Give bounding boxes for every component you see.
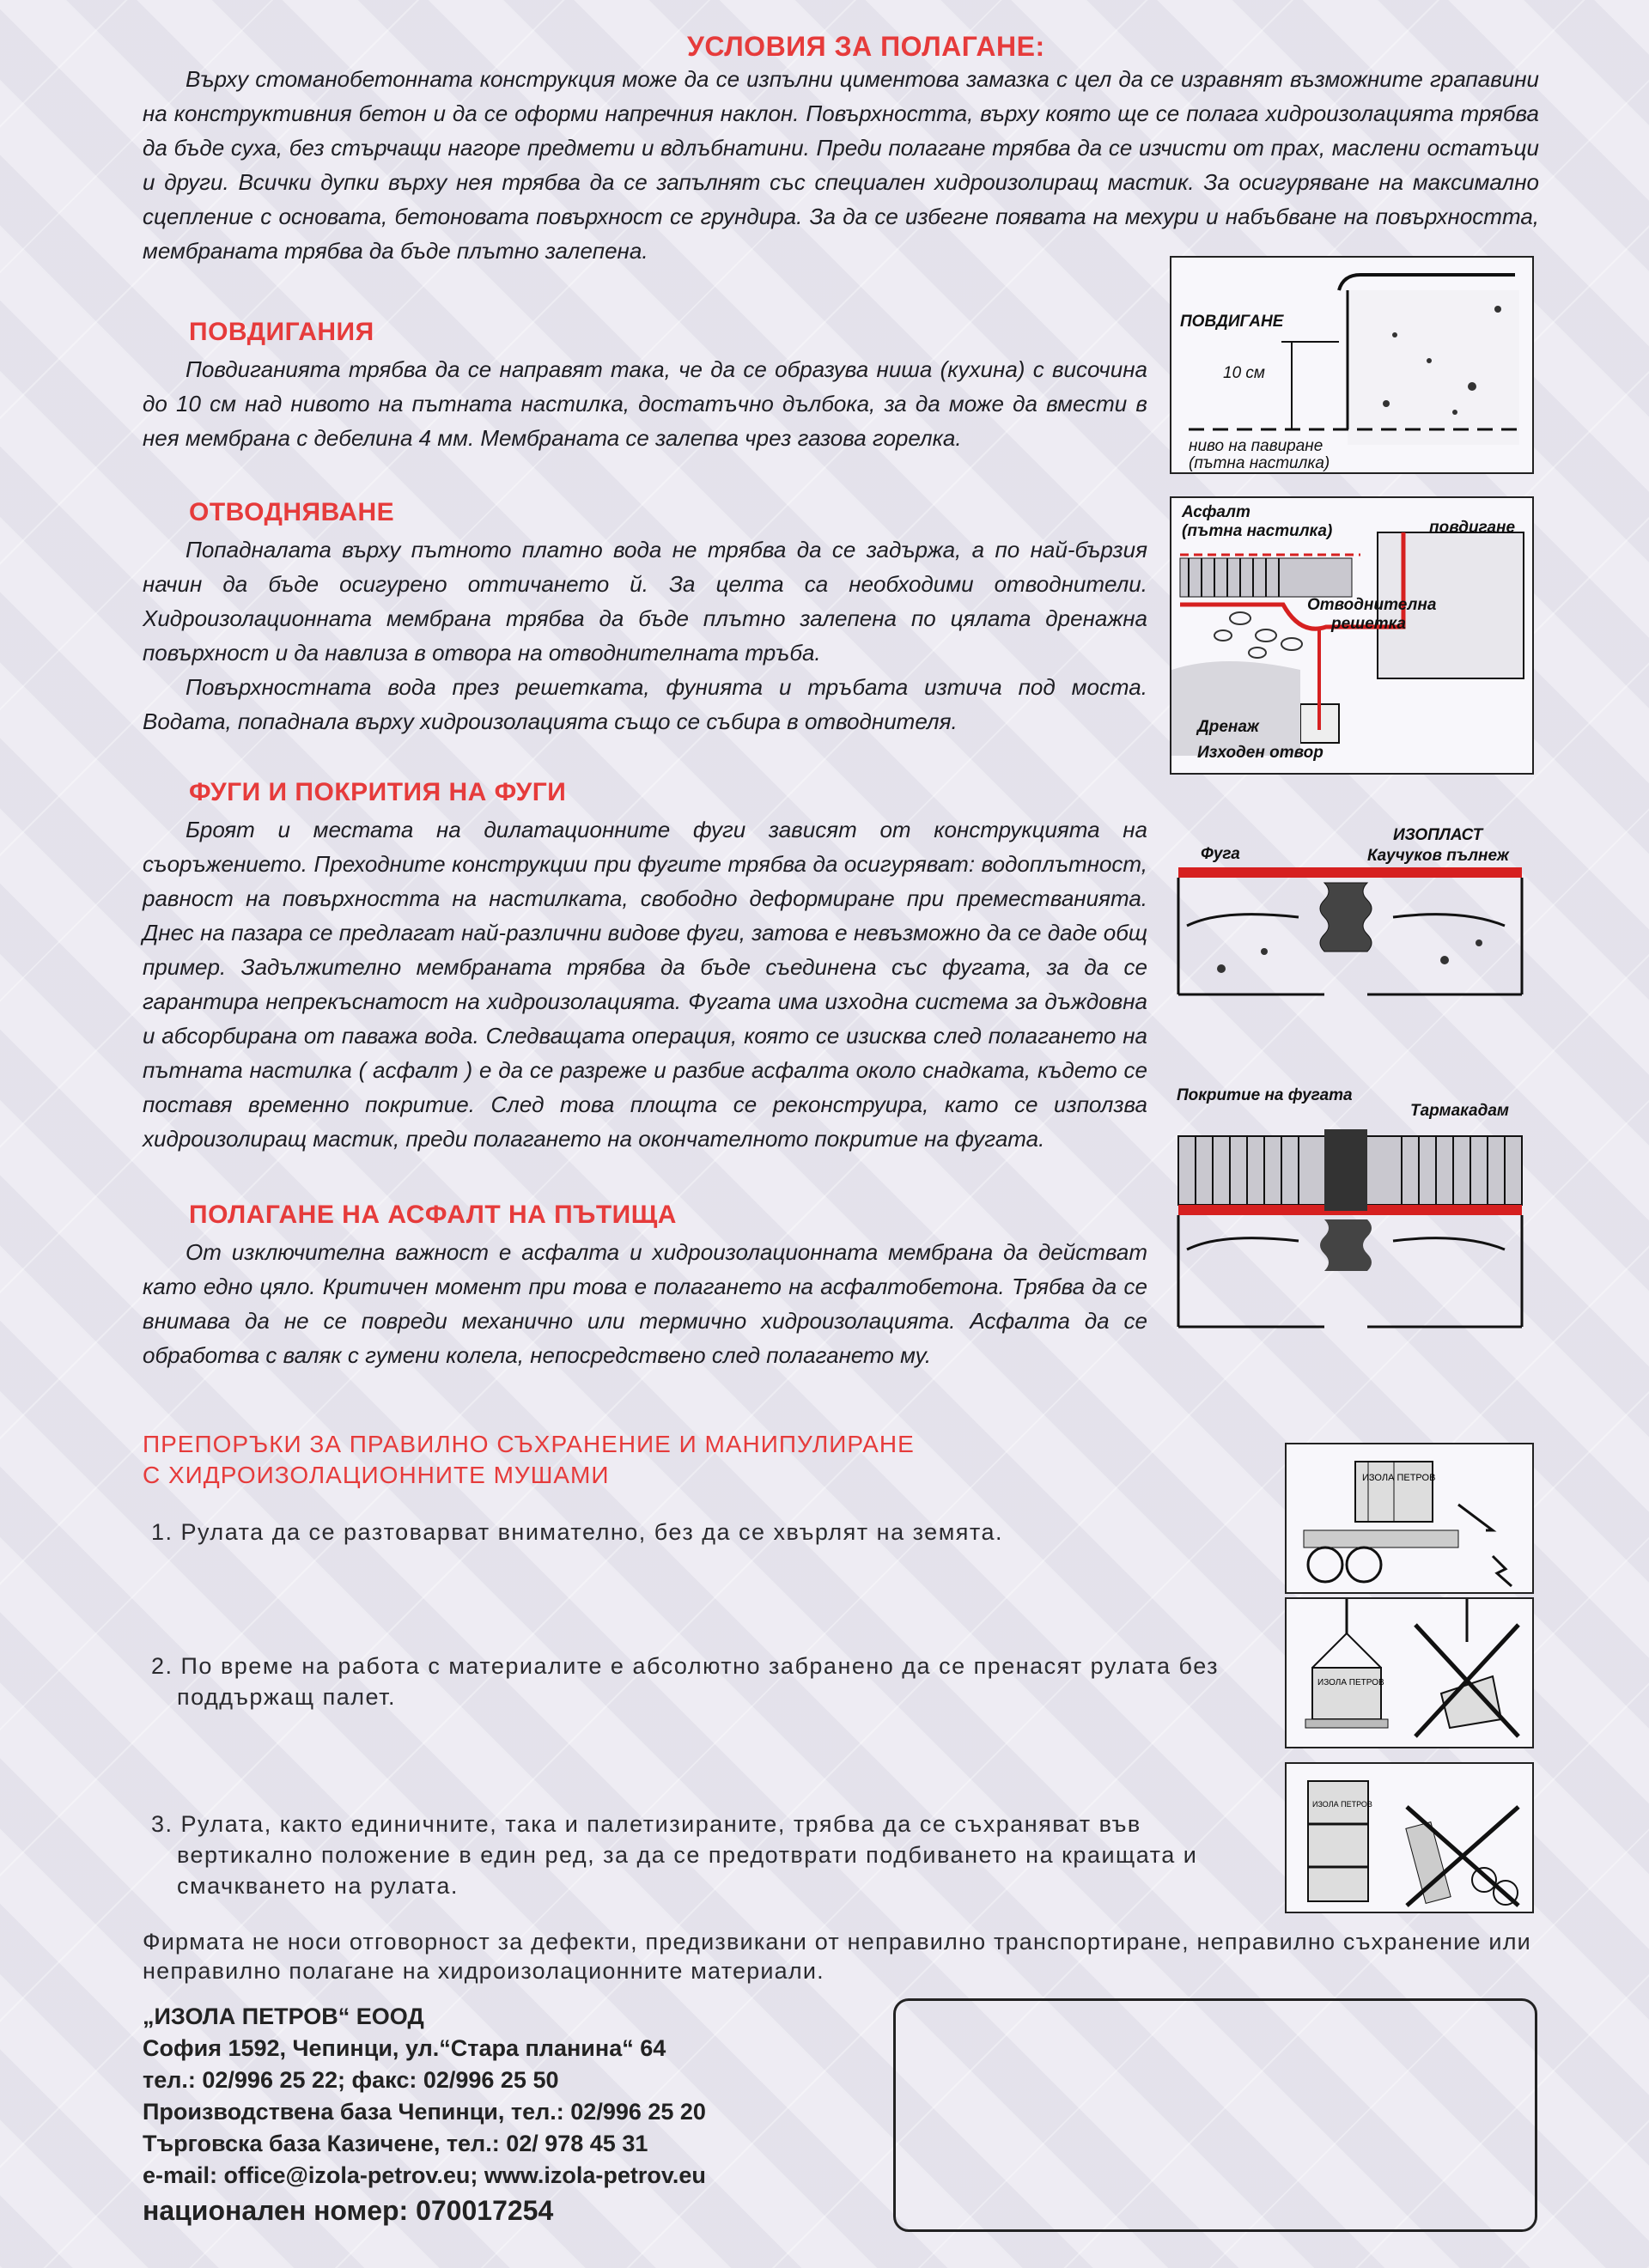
section-heading-asphalt: ПОЛАГАНЕ НА АСФАЛТ НА ПЪТИЩА — [189, 1201, 677, 1229]
joint-label-izoplast: ИЗОПЛАСТ — [1393, 826, 1483, 844]
drainage-label-grate-2: решетка — [1331, 615, 1406, 633]
pallet-label-1: ИЗОЛА ПЕТРОВ — [1362, 1473, 1436, 1483]
page-title: УСЛОВИЯ ЗА ПОЛАГАНЕ: — [687, 31, 1045, 62]
drainage-label-raise: повдигане — [1429, 519, 1516, 537]
drainage-label-drain: Дренаж — [1197, 718, 1259, 736]
company-email: e-mail: office@izola-petrov.eu; www.izola-petrov.eu — [143, 2162, 706, 2188]
drainage-text-2: Повърхностната вода през решетката, фунията и тръбата изтича под моста. Водата, попаднала върху хидроизолацията също се събира в отводнителя. — [143, 674, 1147, 734]
raising-diagram — [1170, 256, 1534, 474]
handling-illustration — [1285, 1597, 1534, 1748]
joint-label-rubber: Каучуков пълнеж — [1367, 847, 1509, 865]
company-address: София 1592, Чепинци, ул.“Стара планина“ 64 — [143, 2035, 666, 2061]
disclaimer-text: Фирмата не носи отговорност за дефекти, предизвикани от неправилно транспортиране, неправилно съхранение или неправилно полагане на хидроизолационните материали. — [143, 1929, 1531, 1984]
trade-base: Търговска база Казичене, тел.: 02/ 978 45 31 — [143, 2131, 648, 2156]
drainage-label-asphalt-2: (пътна настилка) — [1182, 522, 1333, 540]
asphalt-text: От изключителна важност е асфалта и хидроизолационната мембрана да действат като едно цяло. Критичен момент при това е полагането на асфалтобетона. Трябва да се внимава да не се повреди механично или термично хидроизолацията. Асфалта да се обработва с валяк с гумени колела, непосредствено след полагането му. — [143, 1239, 1147, 1368]
national-number: национален номер: 070017254 — [143, 2195, 554, 2226]
joint-label-fuga: Фуга — [1201, 845, 1240, 863]
raising-dimension: 10 см — [1223, 364, 1265, 382]
storage-illustration — [1285, 1762, 1534, 1913]
drainage-text-1: Попадналата върху пътното платно вода не трябва да се задържа, а по най-бързия начин да бъде осигурено оттичането й. За целта са необходими отводнители. Хидроизолационната мембрана трябва да бъде плътно залепена по цялата дренажна повърхност и да навлиза в отвора на отводнителната тръба. — [143, 537, 1147, 666]
drainage-diagram — [1170, 496, 1534, 775]
cover-label-tarmac: Тармакадам — [1410, 1102, 1509, 1120]
section-heading-raising: ПОВДИГАНИЯ — [189, 318, 374, 346]
raising-text: Повдиганията трябва да се направят така, че да се образува ниша (кухина) с височина до 10 см над нивото на пътната настилка, достатъчно дълбока, за да може да вмести в нея мембрана с дебелина 4 мм. Мембраната се залепва чрез газова горелка. — [143, 356, 1147, 451]
drainage-label-grate-1: Отводнителна — [1307, 596, 1437, 614]
pallet-label-2: ИЗОЛА ПЕТРОВ — [1317, 1678, 1384, 1687]
section-heading-drainage: ОТВОДНЯВАНЕ — [189, 498, 395, 526]
joint-diagram — [1170, 823, 1530, 1020]
joints-text: Броят и местата на дилатационните фуги зависят от конструкцията на съоръжението. Преходните конструкции при фугите трябва да осигуряват: водоплътност, равност на повърхността на настилката, свободно деформиране при преместванията. Днес на пазара се предлагат най-различни видове фуги, затова е невъзможно да се даде общ пример. Задължително мембраната трябва да бъде съединена със фугата, за да се гарантира непрекъснатост на хидроизолацията. Фугата има изходна система за дъждовна и абсорбирана от паважа вода. Следващата операция, която се изисква след полагането на пътната настилка ( асфалт ) е да се разреже и разбие асфалта около снадката, където се поставя временно покритие. След това площта се реконструира, като се използва хидроизолиращ мастик, преди полагането на окончателното покритие на фугата. — [143, 817, 1147, 1152]
intro-text: Върху стоманобетонната конструкция може да се изпълни циментова замазка с цел да се изравнят възможните грапавини на конструктивния бетон и да се оформи напречния наклон. Повърхността, върху която ще се полага хидроизолацията трябва да бъде суха, без стърчащи нагоре предмети и вдлъбнатини. Преди полагане трябва да се изчисти от прах, маслени остатъци и други. Всички дупки върху нея трябва да се запълнят със специален хидроизолиращ мастик. За осигуряване на максимално сцепление с основата, бетоновата повърхност се грундира. За да се избегне появата на мехури и набъбване на повърхността, мембраната трябва да бъде плътно залепена. — [143, 66, 1539, 264]
production-base: Производствена база Чепинци, тел.: 02/996 25 20 — [143, 2099, 706, 2125]
stamp-box — [893, 1998, 1537, 2232]
section-heading-joints: ФУГИ И ПОКРИТИЯ НА ФУГИ — [189, 778, 567, 806]
raising-label-top: ПОВДИГАНЕ — [1180, 313, 1284, 331]
recommendations-title-1: ПРЕПОРЪКИ ЗА ПРАВИЛНО СЪХРАНЕНИЕ И МАНИПУЛИРАНЕ — [143, 1431, 915, 1457]
raising-label-bottom-2: (пътна настилка) — [1189, 454, 1330, 472]
recommendation-item-1: 1. Рулата да се разтоварват внимателно, без да се хвърлят на земята. — [151, 1519, 1003, 1545]
recommendation-item-3: 3. Рулата, както единичните, така и палетизираните, трябва да се съхраняват във вертикално положение в един ред, за да се предотврати подбиването на краищата и смачкването на рулата. — [151, 1811, 1198, 1899]
company-name: „ИЗОЛА ПЕТРОВ“ ЕООД — [143, 2004, 424, 2029]
cover-label-cover: Покритие на фугата — [1177, 1086, 1353, 1104]
pallet-label-3: ИЗОЛА ПЕТРОВ — [1312, 1800, 1372, 1809]
raising-label-bottom-1: ниво на павиране — [1189, 437, 1323, 455]
joint-cover-diagram — [1170, 1078, 1530, 1335]
company-phone: тел.: 02/996 25 22; факс: 02/996 25 50 — [143, 2067, 559, 2093]
unloading-illustration — [1285, 1443, 1534, 1594]
recommendation-item-2: 2. По време на работа с материалите е абсолютно забранено да се пренасят рулата без поддържащ палет. — [151, 1653, 1219, 1710]
recommendations-title-2: С ХИДРОИЗОЛАЦИОННИТЕ МУШАМИ — [143, 1462, 610, 1488]
drainage-label-asphalt-1: Асфалт — [1182, 503, 1250, 521]
drainage-label-outlet: Изходен отвор — [1197, 744, 1323, 762]
contact-block — [143, 2001, 967, 2229]
